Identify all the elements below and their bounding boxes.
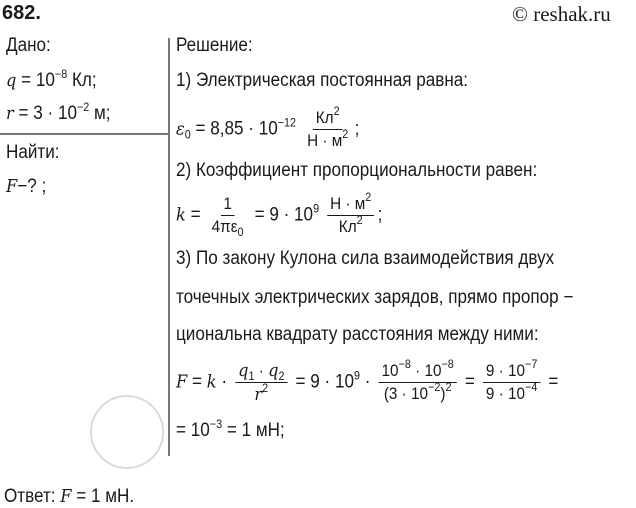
given-title: Дано:: [6, 35, 51, 56]
step3-line1: 3) По закону Кулона сила взаимодействия двух: [176, 248, 555, 269]
find-force: F−? ;: [6, 176, 47, 197]
epsilon-formula: $\varepsilon_0 = 8,85 \cdot 10^{-12}$ $\frac{Кл^2}{Н \cdot м^2}$ ;: [176, 104, 360, 150]
problem-number: 682.: [2, 2, 41, 24]
answer-line: Ответ: F = 1 мН.: [4, 486, 135, 507]
step3-line2: точечных электрических зарядов, прямо пропор −: [176, 287, 574, 308]
given-distance: $r = 3 \cdot 10^{-2}$ м;: [6, 100, 111, 124]
find-title: Найти:: [6, 142, 60, 163]
step3-line3: циональна квадрату расстояния между ними:: [176, 324, 539, 345]
coulomb-formula: F = k · $\frac{q_1 \cdot q_2}{r^2}$ = $9 \cdot 10^9$ · $\frac{10^{-8} \cdot 10^{-8}}{(3 \cdot 10^{-2})^2}$ = $\frac{9 \cdot 10^{-7}}{9 \cdot 10^{-4}}$ =: [176, 357, 559, 405]
step2-text: 2) Коэффициент пропорциональности равен:: [176, 160, 538, 181]
given-divider: [0, 133, 168, 135]
k-formula: k = $\frac{1}{4\pi\varepsilon_0}$ = $9 \cdot 10^9$ $\frac{Н \cdot м^2}{Кл^2}$ ;: [176, 190, 383, 239]
step1-text: 1) Электрическая постоянная равна:: [176, 70, 469, 91]
given-charge: $q = 10^{-8}$ Кл;: [6, 67, 97, 91]
watermark-circle-icon: [90, 395, 164, 469]
solution-title: Решение:: [176, 35, 253, 56]
result-line: = $10^{-3} = 1$ мН;: [176, 417, 285, 441]
copyright-watermark: © reshak.ru: [512, 2, 611, 26]
column-divider: [168, 38, 170, 456]
